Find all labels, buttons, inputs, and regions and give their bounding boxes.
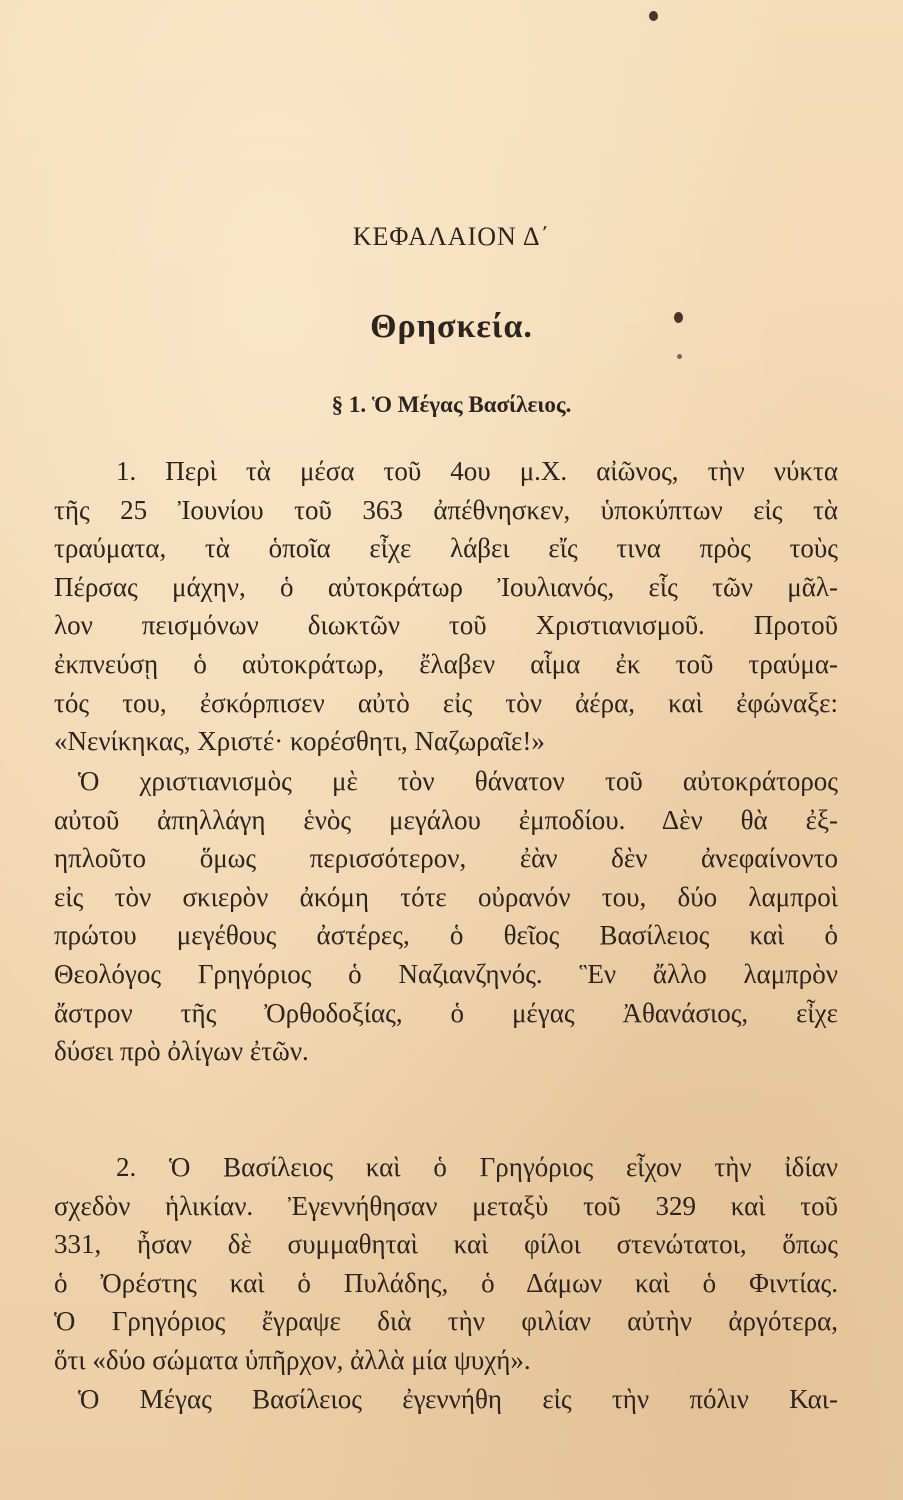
chapter-heading: ΚΕΦΑΛΑΙΟΝ Δ΄ bbox=[352, 222, 551, 251]
text-line: τῆς 25 Ἰουνίου τοῦ 363 ἀπέθνησκεν, ὑποκύπτων εἰς τὰ bbox=[54, 494, 838, 525]
paragraph-1 bbox=[54, 452, 838, 761]
paragraph-2 bbox=[54, 762, 838, 1071]
text-line: τραύματα, τὰ ὁποῖα εἶχε λάβει εἴς τινα πρὸς τοὺς bbox=[54, 533, 838, 564]
text-line: 331, ἦσαν δὲ συμμαθηταὶ καὶ φίλοι στενώτατοι, ὅπως bbox=[54, 1229, 838, 1260]
text-line: Θεολόγος Γρηγόριος ὁ Ναζιανζηνός. Ἓν ἄλλο λαμπρὸν bbox=[54, 958, 838, 989]
text-line: σχεδὸν ἡλικίαν. Ἐγεννήθησαν μεταξὺ τοῦ 329 καὶ τοῦ bbox=[54, 1190, 838, 1221]
ink-speck bbox=[649, 11, 658, 21]
text-line: ἄστρον τῆς Ὀρθοδοξίας, ὁ μέγας Ἀθανάσιος, εἶχε bbox=[54, 997, 838, 1028]
text-line: ἐκπνεύσῃ ὁ αὐτοκράτωρ, ἔλαβεν αἷμα ἐκ τοῦ τραύμα- bbox=[54, 648, 838, 679]
text-line: λον πεισμόνων διωκτῶν τοῦ Χριστιανισμοῦ. Προτοῦ bbox=[54, 610, 838, 641]
section-heading: § 1. Ὁ Μέγας Βασίλειος. bbox=[331, 392, 572, 417]
text-line: εἰς τὸν σκιερὸν ἀκόμη τότε οὐρανόν του, δύο λαμπροὶ bbox=[54, 881, 838, 912]
text-line: ὅτι «δύο σώματα ὑπῆρχον, ἀλλὰ μία ψυχή». bbox=[54, 1344, 531, 1375]
text-line: 2. Ὁ Βασίλειος καὶ ὁ Γρηγόριος εἶχον τὴν ἰδίαν bbox=[116, 1152, 838, 1182]
page-title: Θρησκεία. bbox=[370, 308, 533, 345]
text-line: Ὁ Γρηγόριος ἔγραψε διὰ τὴν φιλίαν αὐτὴν ἀργότερα, bbox=[54, 1306, 838, 1337]
text-line: πρώτου μεγέθους ἀστέρες, ὁ θεῖος Βασίλειος καὶ ὁ bbox=[54, 920, 838, 951]
text-line: «Νενίκηκας, Χριστέ· κορέσθητι, Ναζωραῖε!» bbox=[54, 726, 545, 757]
text-line: ὁ Ὀρέστης καὶ ὁ Πυλάδης, ὁ Δάμων καὶ ὁ Φιντίας. bbox=[54, 1267, 838, 1298]
text-line: ηπλοῦτο ὅμως περισσότερον, ἐὰν δὲν ἀνεφαίνοντο bbox=[54, 843, 838, 874]
text-line: δύσει πρὸ ὀλίγων ἐτῶν. bbox=[54, 1036, 309, 1067]
ink-speck bbox=[677, 354, 682, 359]
text-line: Ὁ Μέγας Βασίλειος ἐγεννήθη εἰς τὴν πόλιν Και- bbox=[78, 1384, 838, 1414]
text-line: τός του, ἐσκόρπισεν αὐτὸ εἰς τὸν ἀέρα, καὶ ἐφώναξε: bbox=[54, 687, 838, 718]
text-line: Ὁ χριστιανισμὸς μὲ τὸν θάνατον τοῦ αὐτοκράτορος bbox=[78, 766, 838, 796]
text-line: Πέρσας μάχην, ὁ αὐτοκράτωρ Ἰουλιανός, εἷς τῶν μᾶλ- bbox=[54, 571, 838, 602]
text-line: 1. Περὶ τὰ μέσα τοῦ 4ου μ.Χ. αἰῶνος, τὴν νύκτα bbox=[116, 456, 838, 486]
text-line: αὐτοῦ ἀπηλλάγη ἑνὸς μεγάλου ἐμποδίου. Δὲν θὰ ἐξ- bbox=[54, 804, 838, 835]
paragraph-4 bbox=[54, 1380, 838, 1419]
paragraph-3 bbox=[54, 1148, 838, 1380]
